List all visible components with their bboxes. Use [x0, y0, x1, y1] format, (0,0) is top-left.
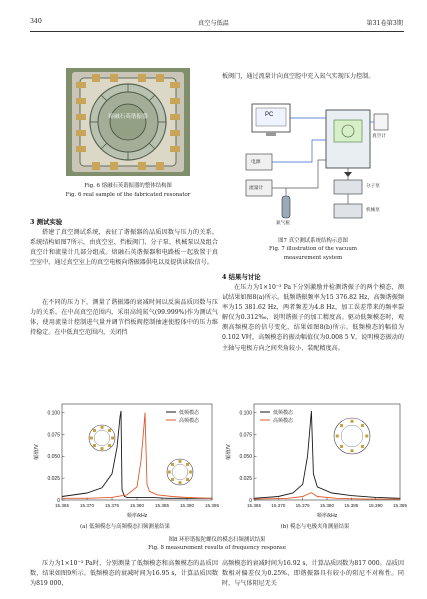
- y-tick-label: 0.075: [239, 432, 252, 439]
- section4-heading: 4 结果与讨论: [222, 273, 261, 281]
- vacuum-gauge-icon: [374, 114, 388, 130]
- flow-label: 流量计: [249, 186, 264, 191]
- mode-shape-low-electrode: [108, 429, 111, 432]
- x-tick-label: 15.380: [319, 503, 335, 508]
- x-tick-label: 15.370: [79, 503, 95, 508]
- fig6-caption-cn: Fig. 6 熔融石英谐振器的整体结构图: [84, 183, 172, 189]
- mode-shape-high-electrode: [171, 463, 174, 466]
- mechanical-pump-icon: [334, 204, 362, 218]
- section3-heading: 3 测试实验: [30, 218, 63, 226]
- resonator-illustration: [66, 68, 190, 176]
- bottom-left-paragraph: 压力为1×10⁻³ Pa时，分别测量了低频模态和高频模态的品质因数，结果如图9所示。低频模态的衰减时间为16.95 s，计算品质因数为819 000，: [30, 560, 218, 588]
- x-tick-label: 15.395: [392, 503, 408, 508]
- page-number: 340: [30, 18, 42, 25]
- legend-label: 高频模态: [273, 417, 294, 424]
- series-line: [254, 411, 400, 498]
- fig6-caption-en: Fig. 6 real sample of the fabricated resonator: [65, 192, 191, 198]
- mode-shape-high: [167, 459, 193, 485]
- x-tick-label: 15.375: [104, 503, 120, 508]
- electrode-angle-ring-electrode: [351, 449, 354, 452]
- mode-shape-low-electrode: [90, 437, 93, 440]
- col2-continuation: 板阀门，通过流量计向真空腔中充入氮气实现压力控制。: [222, 73, 375, 80]
- legend-label: 高频模态: [179, 417, 200, 424]
- mode-shape-high-electrode: [179, 460, 182, 463]
- volume-issue: 第31卷第3期: [366, 20, 403, 27]
- x-tick-label: 15.380: [129, 503, 145, 508]
- x-tick-label: 15.385: [154, 503, 170, 508]
- y-tick-label: 0.100: [239, 410, 252, 417]
- nitrogen-bottle-icon: [282, 196, 290, 218]
- fig7-caption-en-2: measurement system: [283, 255, 343, 261]
- fig7-caption-en-1: Fig. 7 illustration of the vacuum: [268, 246, 357, 252]
- mode-shape-low-electrode: [108, 444, 111, 447]
- series-line: [62, 413, 212, 499]
- fig8b-caption: (b) 模态与电极夹角测量结果: [280, 524, 350, 530]
- x-tick-label: 15.395: [204, 503, 220, 508]
- x-tick-label: 15.375: [295, 503, 310, 508]
- x-axis-label: 频率/kHz: [126, 513, 148, 519]
- resonator-photo: [66, 68, 190, 176]
- mode-shape-low-electrode: [93, 444, 96, 447]
- y-tick-label: 0.025: [47, 475, 60, 482]
- gauge-label: 真空计: [372, 134, 386, 139]
- power-label: 电源: [251, 160, 261, 165]
- fig8a-chart: [30, 398, 220, 522]
- section3-paragraph-1: 搭建了真空测试系统，表征了谐振器的品质因数与压力的关系。系统结构如图7所示，由真空室、挡板阀门、分子泵、机械泵以及组合真空计和流量计几部分组成。熔融石英谐振器和电路板一起放置于真空室中，通过真空室上的真空电极向谐振器供电以及提供读取信号。: [30, 229, 218, 267]
- resonator-photo-label: 熔融石英谐振器: [108, 114, 148, 120]
- y-tick-label: 0: [249, 497, 252, 504]
- electrode-angle-ring-electrode: [365, 435, 368, 438]
- x-tick-label: 15.370: [271, 503, 286, 508]
- mode-shape-high-electrode: [179, 481, 182, 484]
- y-tick-label: 0: [57, 497, 60, 504]
- legend-label: 低频模态: [179, 409, 200, 416]
- mode-shape-low-electrode: [101, 447, 104, 450]
- header-rule: [30, 31, 404, 32]
- y-tick-label: 0.025: [239, 475, 252, 482]
- mode-shape-low-electrode: [101, 426, 104, 429]
- fig8b-chart: [222, 398, 408, 522]
- y-tick-label: 0.100: [47, 410, 60, 417]
- x-tick-label: 15.390: [368, 503, 383, 508]
- bottom-right-paragraph: 高频模态的衰减时间为16.92 s，计算品质因数为817 000。品质因数相对偏差仅为0.25%，即谐振器具有较小的阻尼不对称性。同时，与气体阻尼无关: [222, 560, 404, 588]
- n2-label: 氮气瓶: [276, 221, 290, 226]
- fig8-caption-en: Fig. 8 measurement results of frequency response: [148, 545, 286, 551]
- fig8a-caption: (a) 低频模态与高频模态扫频测量结果: [80, 524, 170, 530]
- mode-shape-high-electrode: [168, 471, 171, 474]
- x-tick-label: 15.385: [344, 503, 359, 508]
- x-tick-label: 15.365: [246, 503, 262, 508]
- electrode-angle-ring-electrode: [336, 435, 339, 438]
- molecular-pump-icon: [334, 180, 362, 194]
- pc-label: PC: [265, 112, 274, 118]
- electrode-angle-ring-electrode: [340, 424, 343, 427]
- electrode-angle-ring-electrode: [340, 445, 343, 448]
- x-tick-label: 15.365: [54, 503, 70, 508]
- journal-name: 真空与低温: [198, 20, 229, 27]
- section3-paragraph-2: 在不同的压力下，测量了谐振器的衰减时间以反演品质因数与压力的关系。在中高真空范围内，采用高纯氮气(99.999%)作为测试气体，使用流量计控制进气量并调节挡板阀控制抽速使腔体中的压力维持稳定。在中低真空范围内，关闭挡: [30, 299, 218, 337]
- fig8-caption-cn: 图8 环形谐振陀螺仪的模态扫频测试结果: [168, 537, 266, 543]
- y-axis-label: 幅值/V: [226, 444, 232, 460]
- mode-shape-low-electrode: [93, 429, 96, 432]
- mode-shape-low-electrode: [111, 437, 114, 440]
- y-axis-label: 幅值/V: [34, 444, 40, 460]
- section4-paragraph-1: 在压力为1×10⁻³ Pa下分别激励并检测谐振子的两个模态，测试结果如图8(a)所示。低频谐振频率为15 376.82 Hz，高频谐振频率为15 381.62 Hz，两者频差为4.8 Hz，加工误差带来的频率裂解仅为0.312‰，说明谐振子的加工精度高。驱动低频模态时，观测高频模态的信号变化，结果如图8(b)所示。低频模态的幅值为0.102 V时，高频模态的振动幅值仅为0.008 5 V，说明模态振动的主轴与电极方向之间夹角较小，装配精度高。: [222, 284, 404, 352]
- electrode-angle-ring-electrode: [361, 424, 364, 427]
- x-tick-label: 15.390: [179, 503, 195, 508]
- pump1-label: 分子泵: [366, 184, 380, 189]
- mode-shape-high-electrode: [186, 463, 189, 466]
- y-tick-label: 0.075: [47, 432, 60, 439]
- fig7-caption-cn: 图7 真空测试系统结构示意图: [278, 238, 348, 244]
- mode-shape-high-electrode: [189, 471, 192, 474]
- fig7-diagram: [222, 100, 404, 230]
- electrode-angle-ring-electrode: [351, 420, 354, 423]
- y-tick-label: 0.050: [47, 454, 60, 461]
- pump2-label: 机械泵: [366, 208, 380, 213]
- mode-shape-high-electrode: [171, 478, 174, 481]
- mode-shape-high-electrode: [186, 478, 189, 481]
- y-tick-label: 0.050: [239, 454, 252, 461]
- electrode-angle-ring-electrode: [361, 445, 364, 448]
- mode-shape-low: [89, 425, 115, 451]
- x-axis-label: 频率/kHz: [316, 513, 338, 519]
- legend-label: 低频模态: [273, 409, 294, 416]
- electrode-angle-ring: [334, 418, 370, 454]
